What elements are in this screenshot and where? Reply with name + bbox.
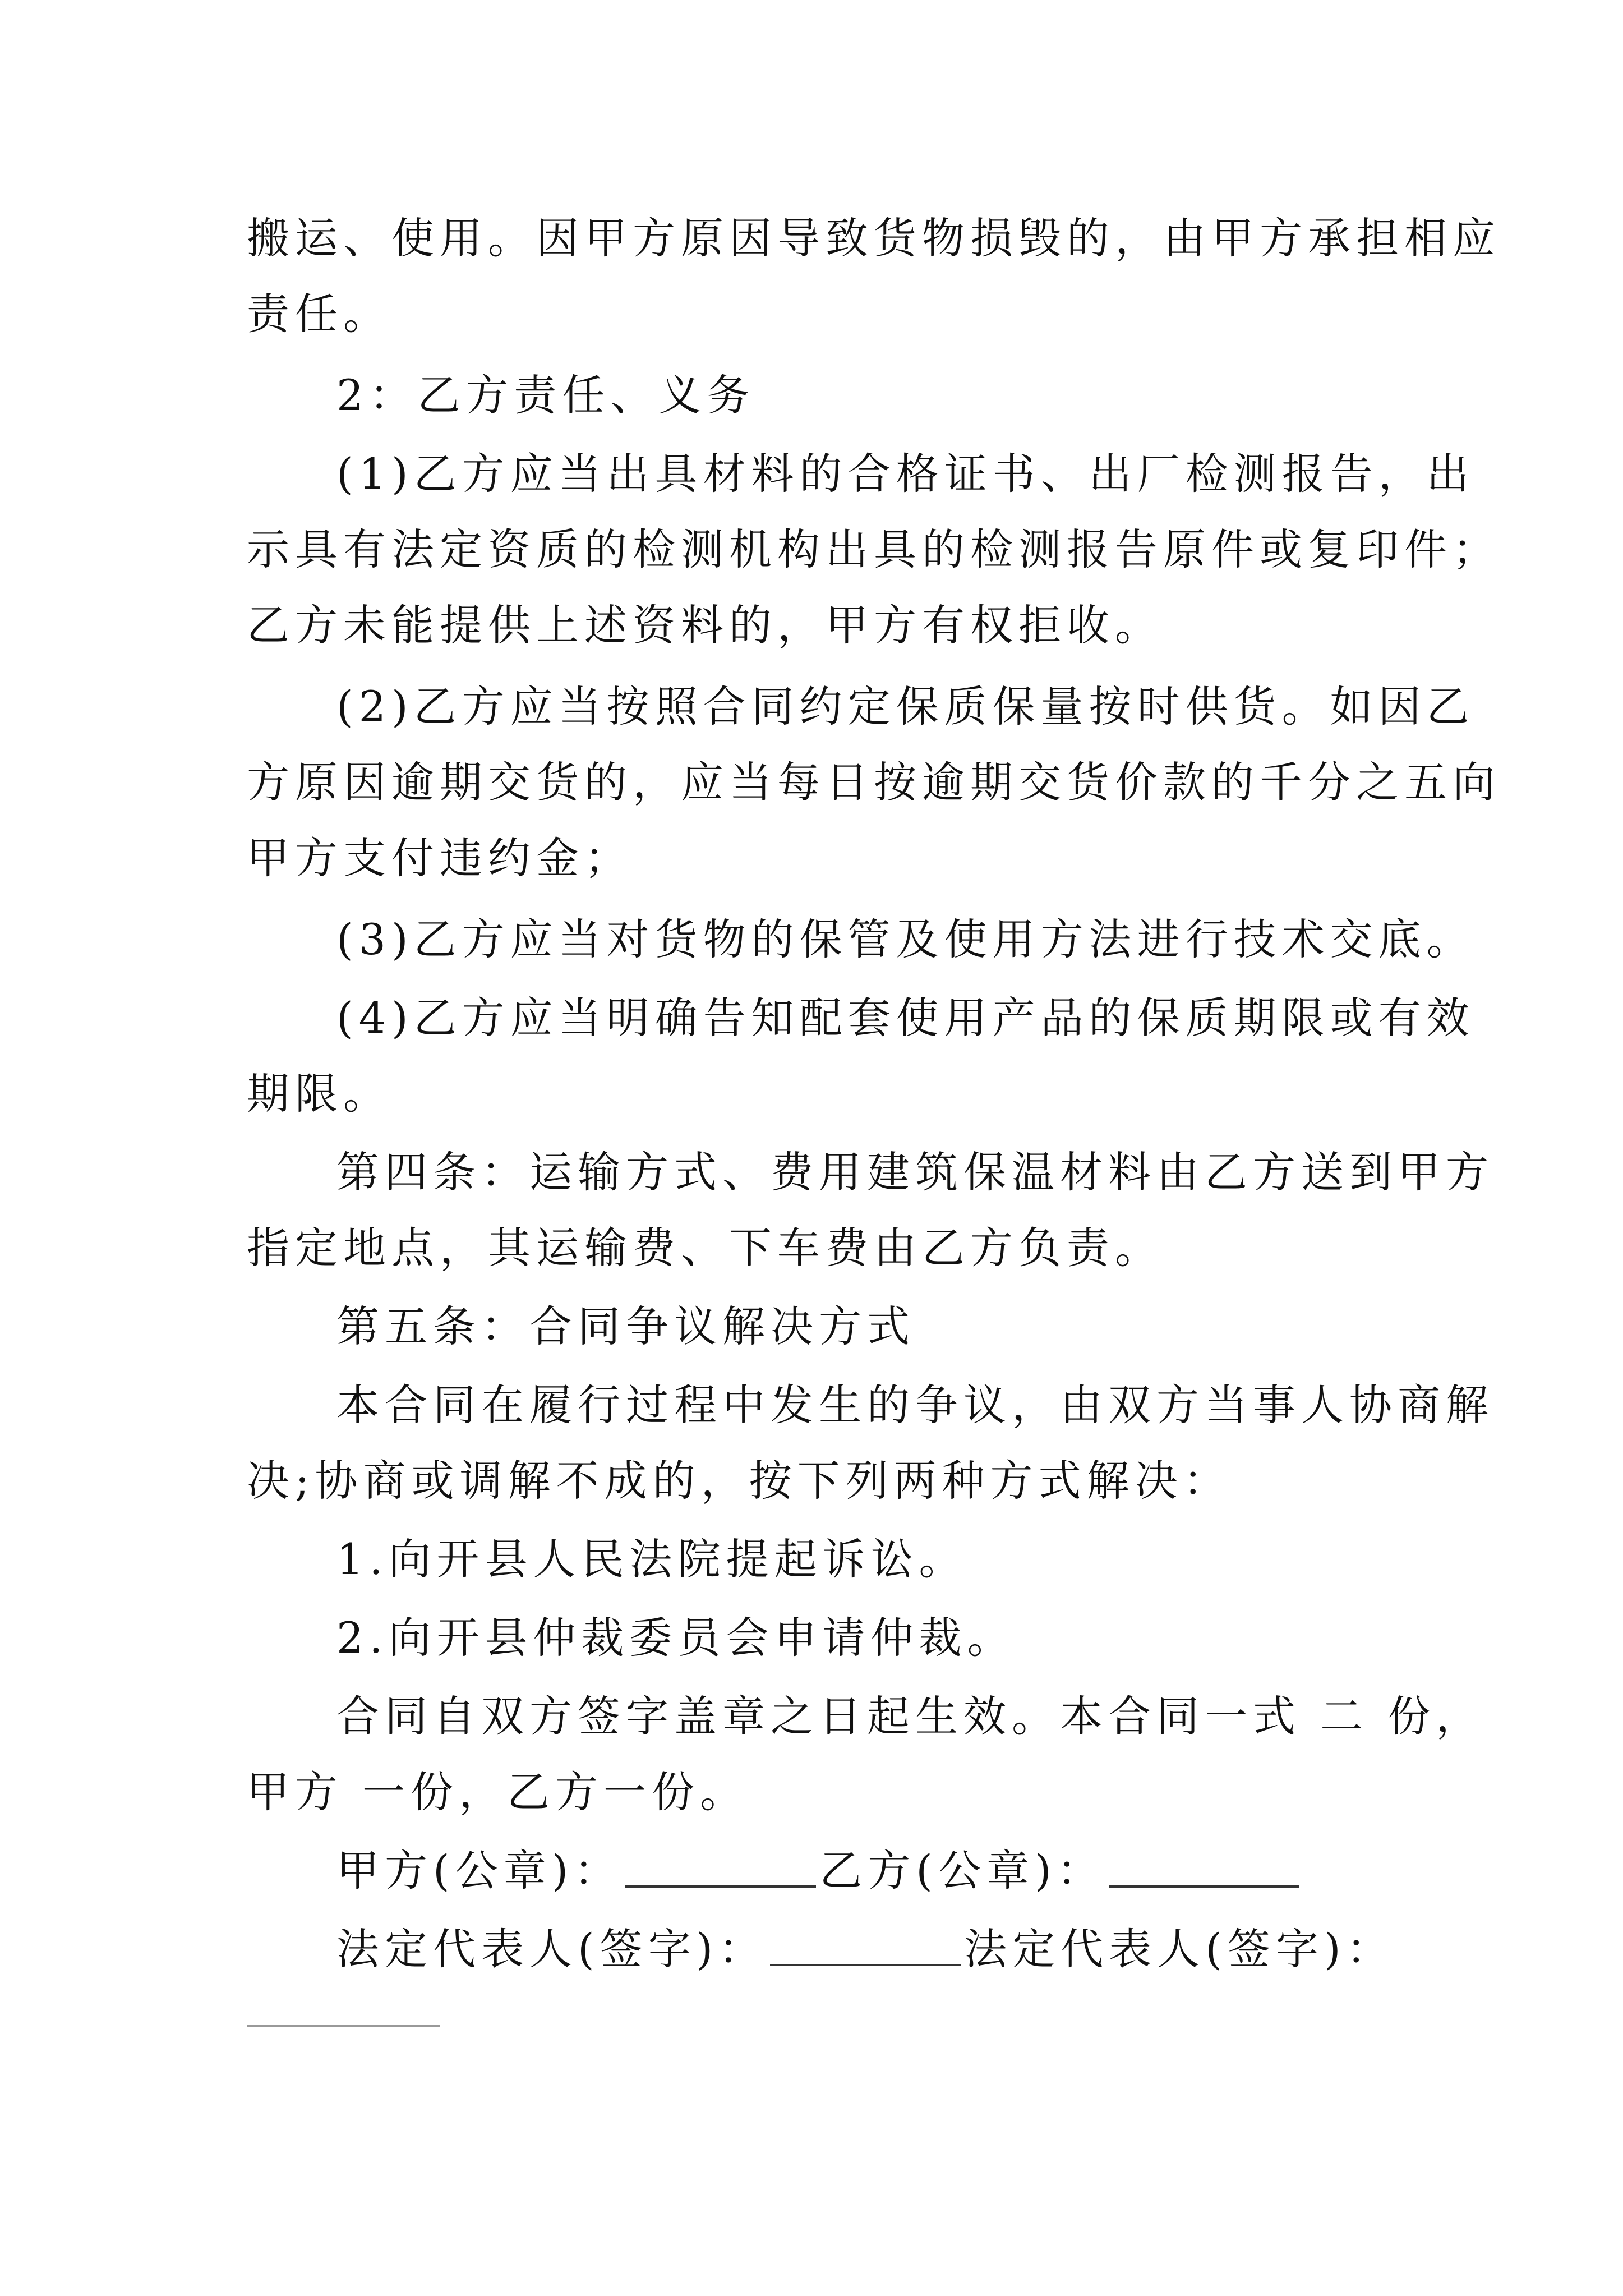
section-heading: 2：乙方责任、义务 <box>336 370 755 420</box>
text-line: 方原因逾期交货的，应当每日按逾期交货价款的千分之五向 <box>247 757 1501 807</box>
text-line: 示具有法定资质的检测机构出具的检测报告原件或复印件； <box>247 524 1501 574</box>
text-line: (1)乙方应当出具材料的合格证书、出厂检测报告，出 <box>336 449 1475 499</box>
text-line: 本合同在履行过程中发生的争议，由双方当事人协商解 <box>336 1380 1494 1430</box>
rep-a-label: 法定代表人(签字)： <box>336 1924 767 1974</box>
party-b-seal-blank[interactable] <box>1109 1885 1299 1888</box>
party-a-seal-label: 甲方(公章)： <box>336 1846 623 1895</box>
text-line: 2.向开县仲裁委员会申请仲裁。 <box>336 1613 1016 1663</box>
text-line: 1.向开县人民法院提起诉讼。 <box>336 1534 967 1584</box>
party-a-seal-blank[interactable] <box>625 1885 816 1888</box>
text-line: 指定地点，其运输费、下车费由乙方负责。 <box>247 1223 1163 1273</box>
text-line: 期限。 <box>247 1069 391 1119</box>
signature-line-rep <box>336 1921 1395 1977</box>
text-line: 合同自双方签字盖章之日起生效。本合同一式 二 份， <box>336 1691 1484 1741</box>
text-line: (3)乙方应当对货物的保管及使用方法进行技术交底。 <box>336 914 1475 964</box>
signature-line-seal <box>336 1843 1303 1899</box>
text-line: (2)乙方应当按照合同约定保质保量按时供货。如因乙 <box>336 682 1475 731</box>
text-line: (4)乙方应当明确告知配套使用产品的保质期限或有效 <box>336 993 1475 1043</box>
footnote-divider <box>247 2025 440 2027</box>
section-heading: 第五条：合同争议解决方式 <box>336 1301 915 1351</box>
party-b-seal-label: 乙方(公章)： <box>819 1846 1105 1895</box>
text-line: 决;协商或调解不成的，按下列两种方式解决： <box>247 1456 1232 1506</box>
text-line: 乙方未能提供上述资料的，甲方有权拒收。 <box>247 600 1163 650</box>
text-line: 搬运、使用。因甲方原因导致货物损毁的，由甲方承担相应 <box>247 213 1501 263</box>
text-line: 甲方 一份，乙方一份。 <box>247 1767 749 1817</box>
text-line: 甲方支付违约金； <box>247 833 633 883</box>
rep-a-blank[interactable] <box>770 1964 961 1966</box>
text-line: 第四条：运输方式、费用建筑保温材料由乙方送到甲方 <box>336 1147 1494 1197</box>
rep-b-label: 法定代表人(签字)： <box>964 1924 1395 1974</box>
text-line: 责任。 <box>247 289 391 339</box>
